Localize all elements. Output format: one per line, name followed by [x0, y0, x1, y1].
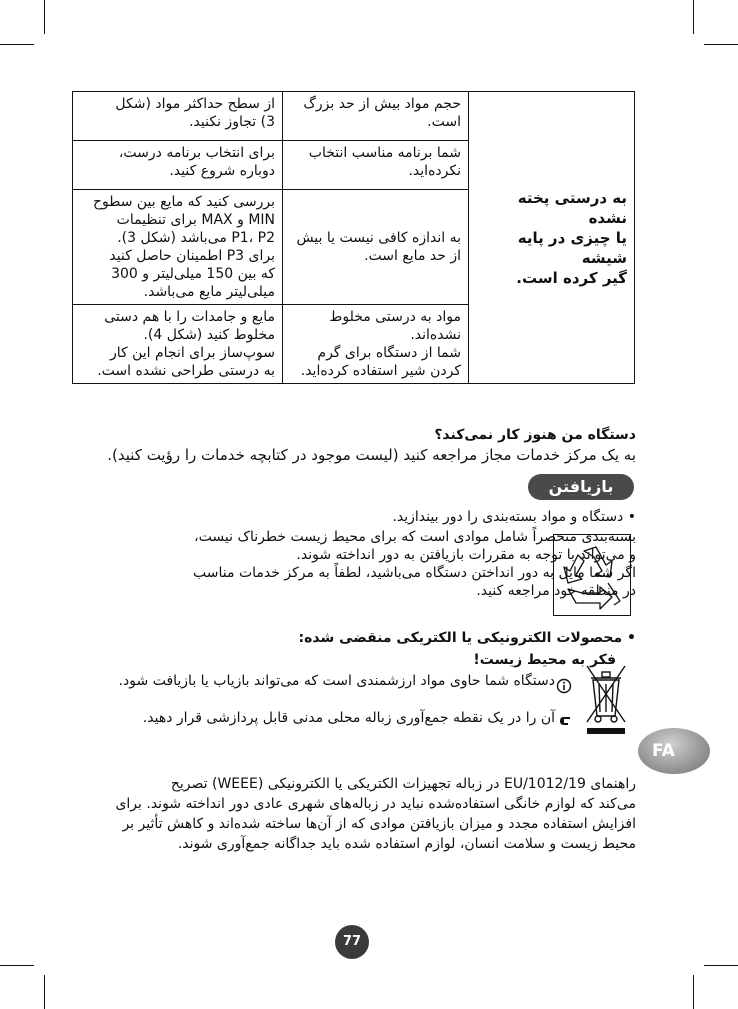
crop-mark — [693, 0, 694, 34]
crop-mark — [704, 965, 738, 966]
recycling-title: بازیافتن — [528, 474, 634, 500]
crop-mark — [0, 965, 34, 966]
crop-mark — [44, 975, 45, 1009]
language-badge: FA — [638, 728, 710, 774]
still-not-working-heading: دستگاه من هنوز کار نمی‌کند؟ — [434, 427, 636, 443]
crop-mark — [693, 975, 694, 1009]
solution-cell: بررسی کنید که مایع بین سطوح MIN و MAX برای تنظیمات P1، P2 می‌باشد (شکل 3). برای P3 اطمینان حاصل کنید که بین 150 میلی‌لیتر و 300 میلی‌لیتر مایع می‌باشد. — [73, 190, 283, 305]
info-icon — [556, 678, 572, 694]
table-row — [73, 92, 635, 141]
recycling-bullet: • دستگاه و مواد بسته‌بندی را دور بیندازید. — [392, 509, 636, 525]
recycling-paragraph: بسته‌بندی منحصراً شامل موادی است که برای محیط زیست خطرناک نیست، و می‌تواند با توجه به مقررات بازیافتن به دور انداخته شوند. اگر شما مایل به دور انداختن دستگاه می‌باشید، لطفاً به مرکز خدمات مناسب در منطقه خود مراجعه کنید. — [193, 529, 636, 599]
troubleshooting-table — [72, 91, 635, 384]
cause-cell: حجم مواد بیش از حد بزرگ است. — [283, 92, 469, 141]
crop-mark — [0, 44, 34, 45]
recycle-icon — [553, 534, 631, 616]
cause-cell: شما برنامه مناسب انتخاب نکرده‌اید. — [283, 141, 469, 190]
weee-subheading: فکر به محیط زیست! — [473, 652, 616, 668]
hand-point-icon — [558, 713, 572, 727]
solution-cell: از سطح حداکثر مواد (شکل 3) تجاوز نکنید. — [73, 92, 283, 141]
crop-mark — [44, 0, 45, 34]
crossed-bin-icon — [583, 660, 629, 736]
problem-cell: به درستی پخته نشده یا چیزی در پایه شیشه گیر کرده است. — [469, 92, 635, 384]
cause-cell: به اندازه کافی نیست یا بیش از حد مایع است. — [283, 190, 469, 305]
page-number: 77 — [335, 925, 369, 959]
solution-cell: برای انتخاب برنامه درست، دوباره شروع کنید. — [73, 141, 283, 190]
weee-line-valuable: دستگاه شما حاوی مواد ارزشمندی است که می‌تواند بازیاب یا بازیافت شود. — [118, 673, 555, 689]
still-not-working-text: به یک مرکز خدمات مجاز مراجعه کنید (لیست موجود در کتابچه خدمات را رؤیت کنید). — [107, 446, 636, 464]
weee-bullet: • محصولات الکترونیکی یا الکتریکی منقضی شده: — [298, 630, 636, 646]
weee-directive-paragraph: راهنمای EU/1012/19 در زباله تجهیزات الکتریکی یا الکترونیکی (WEEE) تصریح می‌کند که لوازم خانگی استفاده‌شده نباید در زباله‌های شهری عادی دور انداخته شوند. برای افزایش استفاده مجدد و میزان بازیافتن موادی که از آن‌ها ساخته شده‌اند و کاهش تأثیر بر محیط زیست و سلامت انسان، لوازم استفاده شده باید جداگانه جمع‌آوری شوند. — [115, 776, 636, 852]
solution-cell: مایع و جامدات را با هم دستی مخلوط کنید (شکل 4). سوپ‌ساز برای انجام این کار به درستی طراحی نشده است. — [73, 305, 283, 384]
cause-cell: مواد به درستی مخلوط نشده‌اند. شما از دستگاه برای گرم کردن شیر استفاده کرده‌اید. — [283, 305, 469, 384]
crop-mark — [704, 44, 738, 45]
weee-line-collection: آن را در یک نقطه جمع‌آوری زباله محلی مدنی قابل پردازشی قرار دهید. — [142, 710, 555, 726]
